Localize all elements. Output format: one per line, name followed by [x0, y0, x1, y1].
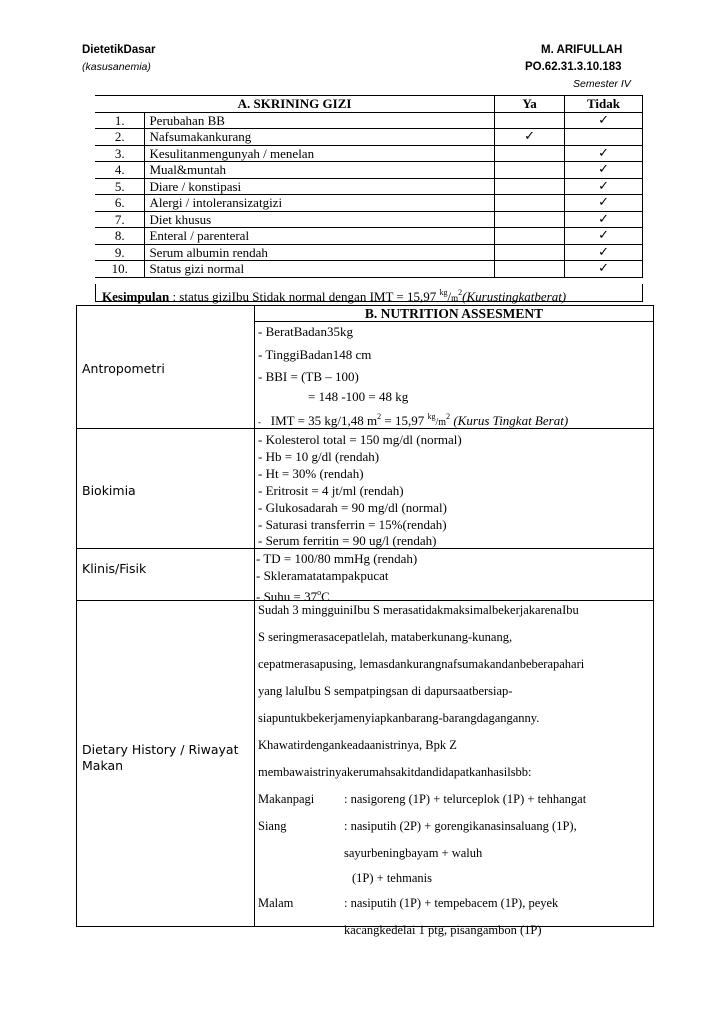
- check-ya: [495, 162, 565, 179]
- imt-unit-num: kg: [427, 412, 436, 421]
- row-number: 9.: [95, 244, 145, 261]
- column-divider: [254, 305, 255, 927]
- suhu-unit: C: [321, 589, 330, 604]
- col-tidak: Tidak: [565, 96, 643, 113]
- kesimpulan-unit-exp: 2: [458, 288, 463, 297]
- kesimpulan-unit-sep: /: [447, 289, 452, 304]
- check-ya: [495, 211, 565, 228]
- dietary-paragraph-line: membawaistrinyakerumahsakitdandidapatkanhasilsbb:: [258, 765, 532, 779]
- row-item: Status gizi normal: [145, 261, 495, 278]
- meal-line: kacangkedelai 1 ptg, pisangambon (1P): [344, 923, 542, 937]
- row-item: Kesulitanmengunyah / menelan: [145, 145, 495, 162]
- check-tidak: ✓: [565, 261, 643, 278]
- kesimpulan-status: (Kurustingkatberat): [462, 289, 567, 304]
- doc-subtitle: (kasusanemia): [82, 61, 151, 73]
- check-tidak: ✓: [565, 178, 643, 195]
- label-dietary: Dietary History / Riwayat: [82, 742, 239, 757]
- row-item: Perubahan BB: [145, 112, 495, 129]
- table-row: [95, 162, 643, 179]
- row-item: Enteral / parenteral: [145, 228, 495, 245]
- skrining-title: A. SKRINING GIZI: [95, 96, 495, 113]
- row-number: 7.: [95, 211, 145, 228]
- dietary-paragraph-line: Sudah 3 mingguiniIbu S merasatidakmaksimalbekerjakarenaIbu: [258, 603, 579, 617]
- row-number: 5.: [95, 178, 145, 195]
- dietary-paragraph-line: S seringmerasacepatlelah, mataberkunang-kunang,: [258, 630, 513, 644]
- author-nim: PO.62.31.3.10.183: [525, 61, 622, 73]
- klinis-suhu: [256, 585, 330, 605]
- table-row: [95, 261, 643, 278]
- imt-unit-den: /m: [435, 417, 447, 428]
- dietary-paragraph-line: yang laluIbu S sempatpingsan di dapursaatbersiap-: [258, 684, 513, 698]
- table-row: [95, 112, 643, 129]
- biokimia-line: - Eritrosit = 4 jt/ml (rendah): [258, 483, 404, 498]
- biokimia-line: - Hb = 10 g/dl (rendah): [258, 449, 380, 464]
- biokimia-line: - Ht = 30% (rendah): [258, 466, 364, 481]
- meal-line: : nasigoreng (1P) + telurceplok (1P) + tehhangat: [344, 792, 587, 806]
- biokimia-line: - Saturasi transferrin = 15%(rendah): [258, 517, 447, 532]
- col-ya: Ya: [495, 96, 565, 113]
- check-ya: [495, 112, 565, 129]
- table-row: [95, 129, 643, 146]
- meal-line: (1P) + tehmanis: [352, 871, 432, 885]
- antropometri-imt: [258, 409, 568, 431]
- nutrition-assessment: [76, 305, 654, 927]
- check-tidak: ✓: [565, 228, 643, 245]
- row-number: 2.: [95, 129, 145, 146]
- imt-status: (Kurus Tingkat Berat): [450, 413, 569, 428]
- meal-time: Malam: [258, 896, 294, 910]
- check-ya: [495, 244, 565, 261]
- kesimpulan-label: Kesimpulan: [102, 289, 170, 304]
- antropometri-line: - BBI = (TB – 100): [258, 369, 359, 384]
- table-row: [95, 211, 643, 228]
- meal-line: : nasiputih (1P) + tempebacem (1P), peyek: [344, 896, 559, 910]
- suhu-text: - Suhu = 37: [256, 589, 318, 604]
- klinis-line: - TD = 100/80 mmHg (rendah): [256, 551, 418, 566]
- check-tidak: ✓: [565, 211, 643, 228]
- table-row: [95, 244, 643, 261]
- imt-exp: 2: [377, 412, 382, 421]
- check-ya: ✓: [495, 129, 565, 146]
- check-ya: [495, 178, 565, 195]
- row-number: 8.: [95, 228, 145, 245]
- row-item: Diet khusus: [145, 211, 495, 228]
- label-antropometri: Antropometri: [82, 361, 165, 376]
- dietary-paragraph-line: Khawatirdengankeadaanistrinya, Bpk Z: [258, 738, 457, 752]
- check-tidak: ✓: [565, 112, 643, 129]
- suhu-exp: o: [317, 588, 322, 597]
- antropometri-line: - TinggiBadan148 cm: [258, 347, 372, 362]
- row-item: Mual&muntah: [145, 162, 495, 179]
- kesimpulan-unit-num: kg: [439, 288, 448, 297]
- imt-eq: = 15,97: [381, 413, 428, 428]
- table-row: [95, 195, 643, 212]
- kesimpulan-unit-den: m: [451, 293, 459, 303]
- row-number: 3.: [95, 145, 145, 162]
- antropometri-line: - BeratBadan35kg: [258, 324, 353, 339]
- row-number: 6.: [95, 195, 145, 212]
- imt-prefix: -: [258, 417, 261, 427]
- imt-unit-exp: 2: [446, 412, 451, 421]
- table-row: [95, 178, 643, 195]
- klinis-line: - Skleramatatampakpucat: [256, 568, 389, 583]
- label-dietary-2: Makan: [82, 758, 124, 773]
- row-item: Nafsumakankurang: [145, 129, 495, 146]
- check-tidak: ✓: [565, 162, 643, 179]
- kesimpulan-text: : status giziIbu Stidak normal dengan IMT = 15,97: [169, 289, 440, 304]
- meal-time: Makanpagi: [258, 792, 315, 806]
- meal-line: sayurbeningbayam + waluh: [344, 846, 483, 860]
- table-row: [95, 145, 643, 162]
- check-tidak: ✓: [565, 145, 643, 162]
- dietary-paragraph-line: cepatmerasapusing, lemasdankurangnafsumakandanbeberapahari: [258, 657, 585, 671]
- check-ya: [495, 261, 565, 278]
- check-ya: [495, 195, 565, 212]
- skrining-table: [95, 95, 643, 278]
- dietary-paragraph-line: siapuntukbekerjamenyiapkanbarang-barangdaganganny.: [258, 711, 540, 725]
- row-item: Serum albumin rendah: [145, 244, 495, 261]
- row-divider: [76, 600, 654, 601]
- check-tidak: ✓: [565, 244, 643, 261]
- check-tidak: [565, 129, 643, 146]
- row-number: 10.: [95, 261, 145, 278]
- check-ya: [495, 228, 565, 245]
- check-tidak: ✓: [565, 195, 643, 212]
- semester-label: Semester IV: [573, 78, 631, 90]
- author-name: M. ARIFULLAH: [541, 44, 623, 56]
- biokimia-line: - Glukosadarah = 90 mg/dl (normal): [258, 500, 447, 515]
- check-ya: [495, 145, 565, 162]
- biokimia-line: - Kolesterol total = 150 mg/dl (normal): [258, 432, 462, 447]
- meal-time: Siang: [258, 819, 287, 833]
- doc-title: DietetikDasar: [82, 44, 156, 56]
- assessment-title: B. NUTRITION ASSESMENT: [364, 306, 544, 321]
- antropometri-line: = 148 -100 = 48 kg: [308, 389, 409, 404]
- imt-text: IMT = 35 kg/1,48 m: [270, 413, 378, 428]
- meal-line: : nasiputih (2P) + gorengikanasinsaluang (1P),: [344, 819, 577, 833]
- row-item: Diare / konstipasi: [145, 178, 495, 195]
- biokimia-line: - Serum ferritin = 90 ug/l (rendah): [258, 533, 437, 548]
- label-klinis: Klinis/Fisik: [82, 561, 147, 576]
- row-number: 4.: [95, 162, 145, 179]
- row-number: 1.: [95, 112, 145, 129]
- row-item: Alergi / intoleransizatgizi: [145, 195, 495, 212]
- table-row: [95, 228, 643, 245]
- label-biokimia: Biokimia: [82, 483, 136, 498]
- kesimpulan: [95, 284, 643, 302]
